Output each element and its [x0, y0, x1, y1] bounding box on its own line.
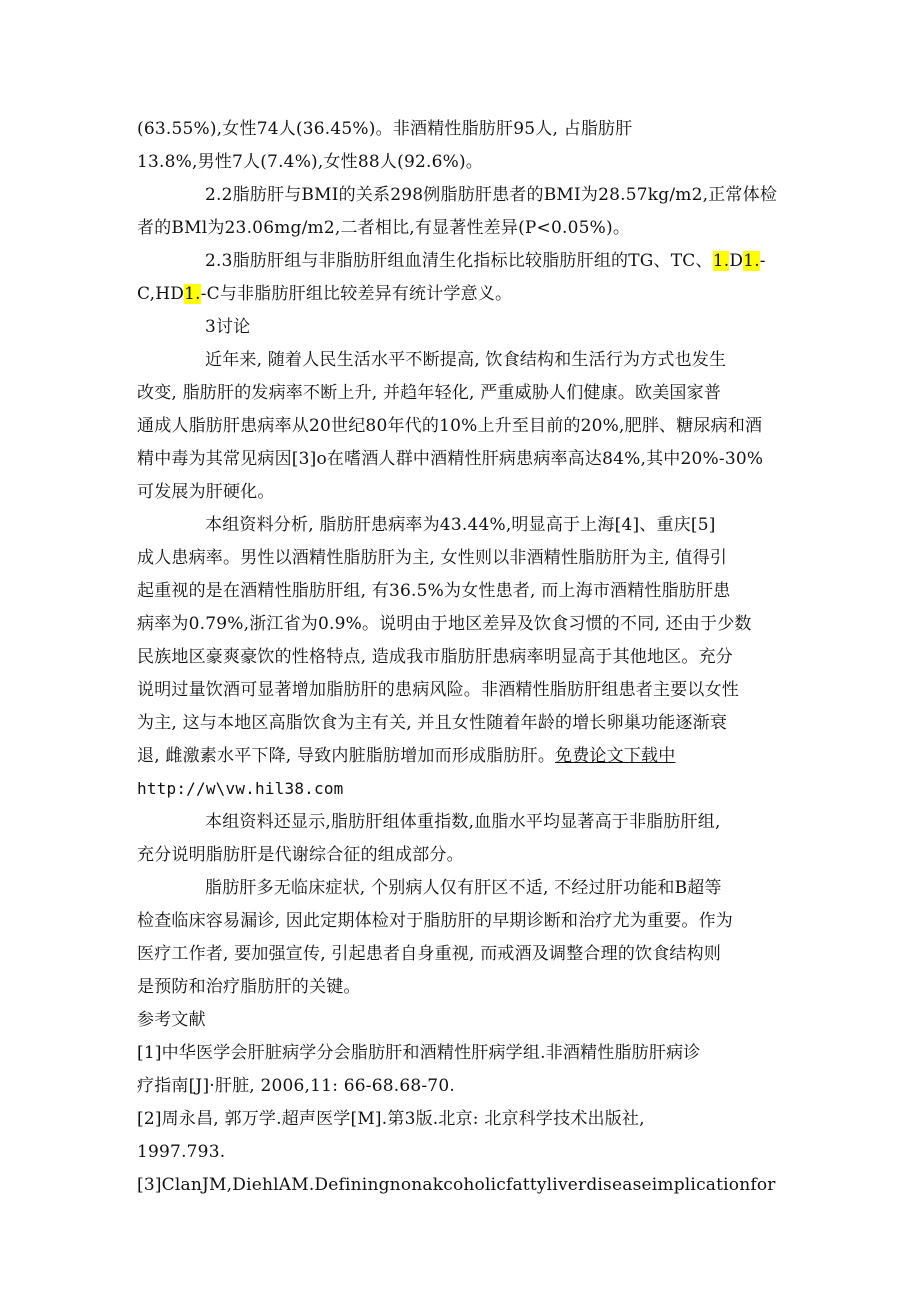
reference-line: 疗指南[J]·肝脏, 2006,11: 66-68.68-70.: [137, 1076, 455, 1096]
discussion-p4-line: 是预防和治疗脂肪肝的关键。: [137, 977, 361, 997]
discussion-p1-line: 精中毒为其常见病因[3]o在嗜酒人群中酒精性肝病患病率高达84%,其中20%-30%: [137, 449, 764, 469]
discussion-p1-line: 可发展为肝硬化。: [137, 482, 275, 502]
discussion-p2-line: 成人患病率。男性以酒精性脂肪肝为主, 女性则以非酒精性脂肪肝为主, 值得引: [137, 548, 728, 568]
highlight-mark: 1.: [743, 251, 760, 271]
discussion-p1-line: 近年来, 随着人民生活水平不断提高, 饮食结构和生活行为方式也发生: [205, 350, 727, 370]
section-2-3-text-a: 2.3脂肪肝组与非脂肪肝组血清生化指标比较脂肪肝组的TG、TC、: [205, 251, 713, 271]
discussion-p2-last-line: [137, 745, 675, 767]
reference-line: [2]周永昌, 郭万学.超声医学[M].第3版.北京: 北京科学技术出版社,: [137, 1109, 645, 1129]
discussion-p3-line: 充分说明脂肪肝是代谢综合征的组成部分。: [137, 845, 464, 865]
discussion-p1-line: 通成人脂肪肝患病率从20世纪80年代的10%上升至目前的20%,肥胖、糖尿病和酒: [137, 416, 763, 436]
discussion-p4-line: 医疗工作者, 要加强宣传, 引起患者自身重视, 而戒酒及调整合理的饮食结构则: [137, 944, 722, 964]
highlight-mark: 1.: [712, 251, 730, 271]
section-2-3-text-d: C,HD: [137, 284, 185, 304]
discussion-p2-line: 病率为0.79%,浙江省为0.9%。说明由于地区差异及饮食习惯的不同, 还由于少数: [137, 614, 752, 634]
highlight-mark: 1.: [184, 284, 201, 304]
discussion-heading: 3讨论: [205, 317, 251, 337]
discussion-p2-line: 为主, 这与本地区高脂饮食为主有关, 并且女性随着年龄的增长卵巢功能逐渐衰: [137, 713, 728, 733]
discussion-p2-line: 说明过量饮酒可显著增加脂肪肝的患病风险。非酒精性脂肪肝组患者主要以女性: [137, 680, 739, 700]
section-2-3-line-1: [205, 250, 766, 272]
results-line-2: 13.8%,男性7人(7.4%),女性88人(92.6%)。: [137, 152, 483, 172]
discussion-p1-line: 改变, 脂肪肝的发病率不断上升, 并趋年轻化, 严重威胁人们健康。欧美国家普: [137, 383, 722, 403]
results-line-1: (63.55%),女性74人(36.45%)。非酒精性脂肪肝95人, 占脂肪肝: [137, 119, 633, 139]
free-download-link[interactable]: 免费论文下载中: [555, 746, 676, 766]
reference-line: 1997.793.: [137, 1142, 226, 1162]
discussion-p4-line: 脂肪肝多无临床症状, 个别病人仅有肝区不适, 不经过肝功能和B超等: [205, 878, 722, 898]
section-2-3-text-b: D: [729, 251, 744, 271]
section-2-3-line-2: [137, 283, 512, 305]
discussion-p2-line: 民族地区豪爽豪饮的性格特点, 造成我市脂肪肝患病率明显高于其他地区。充分: [137, 647, 734, 667]
section-2-3-text-c: -: [759, 251, 766, 271]
discussion-p4-line: 检查临床容易漏诊, 因此定期体检对于脂肪肝的早期诊断和治疗尤为重要。作为: [137, 911, 734, 931]
discussion-p2-line: 本组资料分析, 脂肪肝患病率为43.44%,明显高于上海[4]、重庆[5]: [205, 515, 716, 535]
site-url: http://w\vw.hil38.com: [137, 779, 344, 798]
section-2-2-line-2: 者的BMl为23.06mg/m2,二者相比,有显著性差异(P<0.05%)。: [137, 218, 631, 238]
discussion-p3-line: 本组资料还显示,脂肪肝组体重指数,血脂水平均显著高于非脂肪肝组,: [205, 812, 721, 832]
references-heading: 参考文献: [137, 1010, 206, 1030]
discussion-p2-line: 起重视的是在酒精性脂肪肝组, 有36.5%为女性患者, 而上海市酒精性脂肪肝患: [137, 581, 731, 601]
section-2-3-text-e: -C与非脂肪肝组比较差异有统计学意义。: [200, 284, 513, 304]
discussion-p2-text: 退, 雌激素水平下降, 导致内脏脂肪增加而形成脂肪肝。: [137, 746, 556, 766]
section-2-2-line-1: 2.2脂肪肝与BMI的关系298例脂肪肝患者的BMI为28.57kg/m2,正常体检: [205, 185, 778, 205]
reference-line: [1]中华医学会肝脏病学分会脂肪肝和酒精性肝病学组.非酒精性脂肪肝病诊: [137, 1043, 701, 1063]
reference-line: [3]ClanJM,DiehlAM.Definingnonakcoholicfattyliverdiseaseimplicationfor: [137, 1175, 776, 1195]
